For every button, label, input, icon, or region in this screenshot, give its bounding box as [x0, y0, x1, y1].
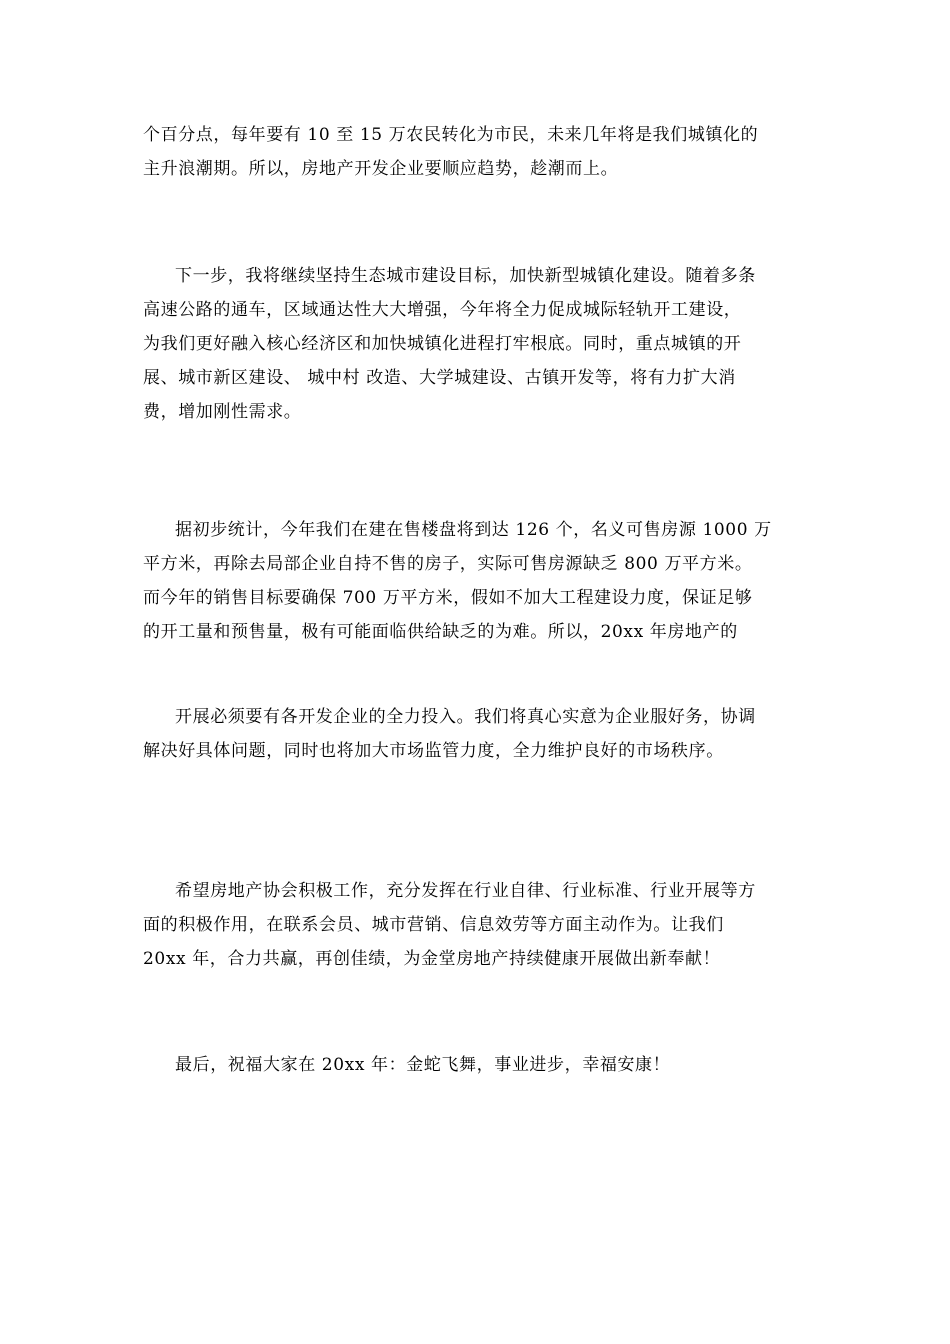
paragraph-line: 据初步统计，今年我们在建在售楼盘将到达 126 个，名义可售房源 1000 万	[175, 520, 772, 540]
paragraph-line: 最后，祝福大家在 20xx 年：金蛇飞舞，事业进步，幸福安康！	[175, 1055, 671, 1075]
paragraph-line: 为我们更好融入核心经济区和加快城镇化进程打牢根底。同时，重点城镇的开	[143, 334, 742, 354]
paragraph-line: 高速公路的通车，区域通达性大大增强，今年将全力促成城际轻轨开工建设，	[143, 300, 742, 320]
paragraph-line: 个百分点，每年要有 10 至 15 万农民转化为市民，未来几年将是我们城镇化的	[143, 125, 759, 145]
paragraph-line: 主升浪潮期。所以，房地产开发企业要顺应趋势，趁潮而上。	[143, 159, 619, 179]
paragraph-line: 面的积极作用，在联系会员、城市营销、信息效劳等方面主动作为。让我们	[143, 915, 724, 935]
paragraph-line: 解决好具体问题，同时也将加大市场监管力度，全力维护良好的市场秩序。	[143, 741, 724, 761]
paragraph-line: 费，增加刚性需求。	[143, 402, 302, 422]
paragraph-line: 平方米，再除去局部企业自持不售的房子，实际可售房源缺乏 800 万平方米。	[143, 554, 753, 574]
paragraph-line: 希望房地产协会积极工作，充分发挥在行业自律、行业标准、行业开展等方	[175, 881, 756, 901]
paragraph-development	[143, 700, 808, 768]
paragraph-line: 20xx 年，合力共赢，再创佳绩，为金堂房地产持续健康开展做出新奉献！	[143, 949, 721, 969]
paragraph-closing	[143, 1048, 808, 1082]
paragraph-statistics	[143, 513, 808, 649]
paragraph-line: 的开工量和预售量，极有可能面临供给缺乏的为难。所以，20xx 年房地产的	[143, 622, 738, 642]
paragraph-line: 下一步，我将继续坚持生态城市建设目标，加快新型城镇化建设。随着多条	[175, 266, 756, 286]
paragraph-line: 开展必须要有各开发企业的全力投入。我们将真心实意为企业服好务，协调	[175, 707, 756, 727]
paragraph-next-step	[143, 259, 808, 429]
paragraph-association	[143, 874, 808, 976]
paragraph-line: 而今年的销售目标要确保 700 万平方米，假如不加大工程建设力度，保证足够	[143, 588, 753, 608]
paragraph-urbanization	[143, 118, 808, 186]
paragraph-line: 展、城市新区建设、 城中村 改造、大学城建设、古镇开发等，将有力扩大消	[143, 368, 736, 388]
